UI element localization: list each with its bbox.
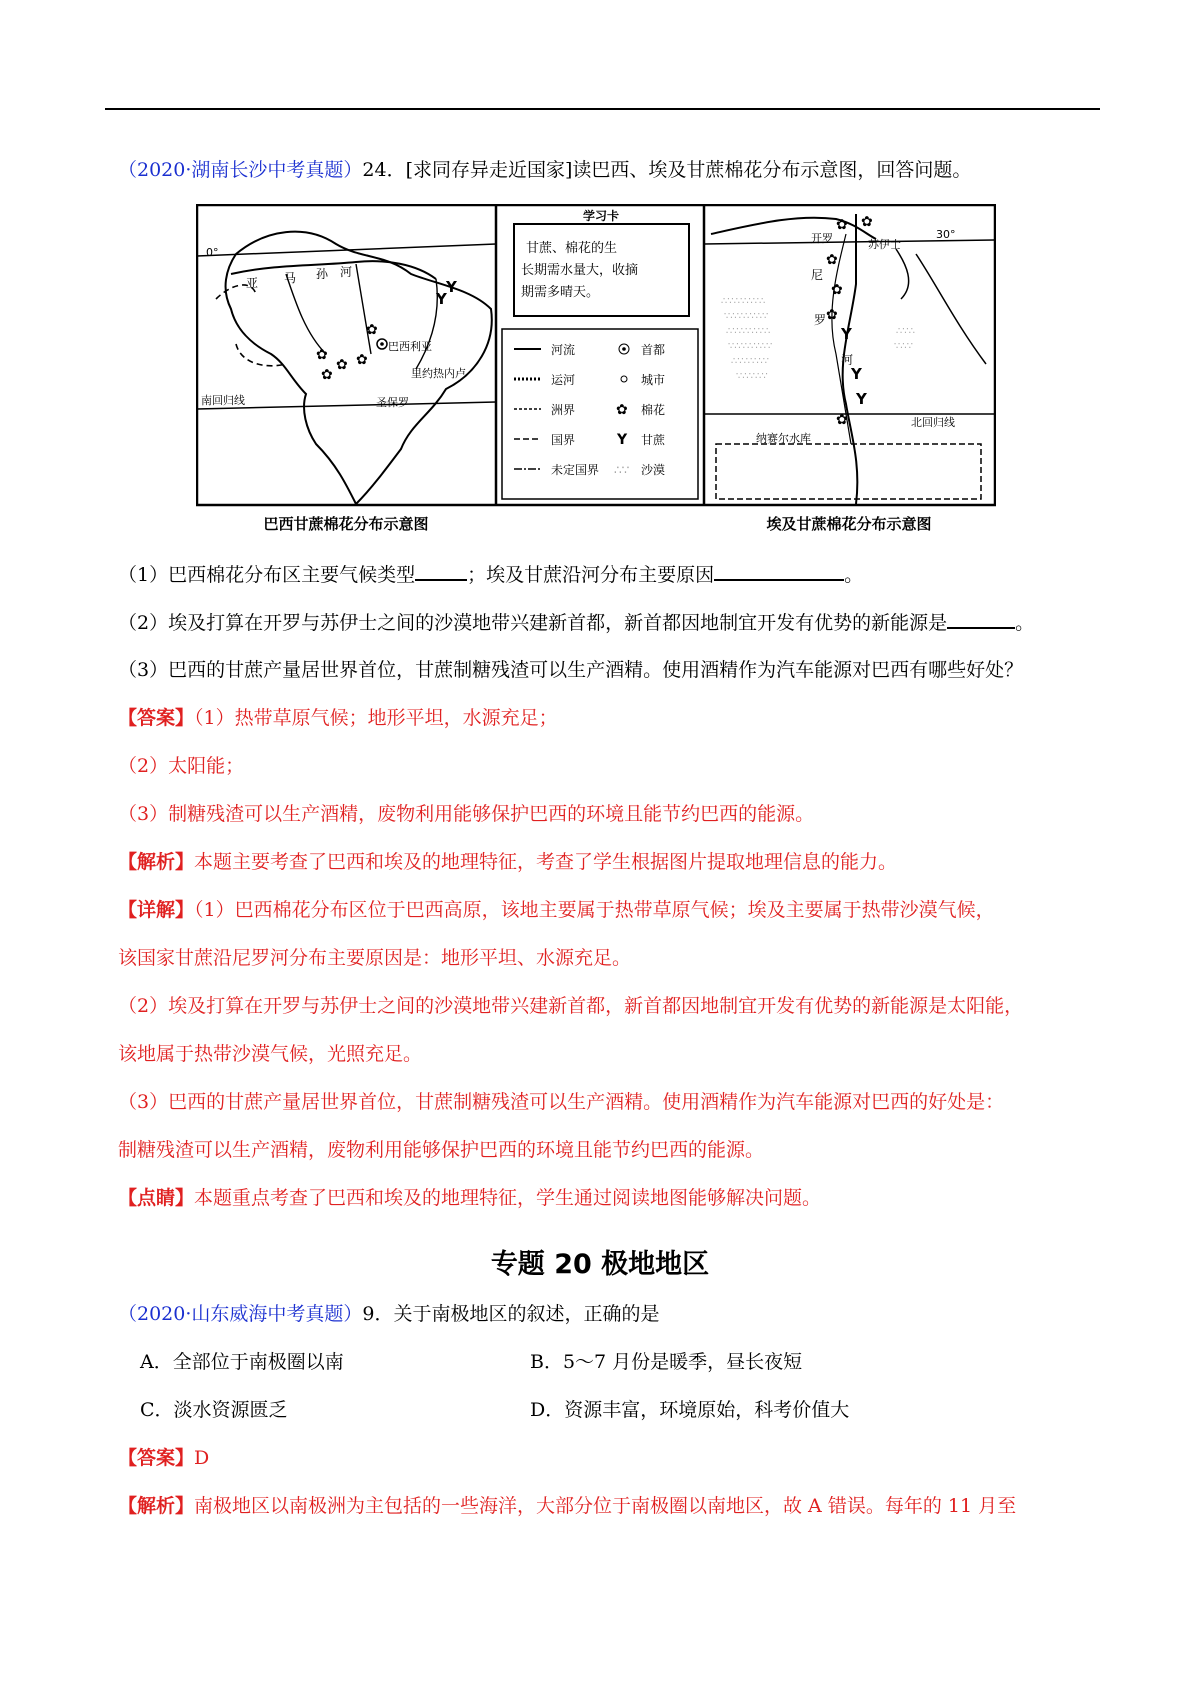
cairo-label: 开罗 [811, 232, 833, 245]
q24-answer-line1 [118, 705, 558, 731]
q24-detail-text-1: （1）巴西棉花分布区位于巴西高原，该地主要属于热带草原气候；埃及主要属于热带沙漠气候， [194, 899, 995, 921]
legend-city: 城市 [641, 373, 666, 387]
egypt-tropic-label: 北回归线 [911, 416, 955, 429]
q9-option-d[interactable]: D．资源丰富，环境原始，科考价值大 [530, 1399, 850, 1421]
q24-answer-1: （1）热带草原气候；地形平坦，水源充足； [194, 707, 558, 729]
section-title: 专题 20 极地地区 [490, 1249, 710, 1280]
q9-answer [118, 1445, 209, 1471]
study-card-title: 学习卡 [582, 209, 620, 223]
q9-analysis-tag: 【解析】 [118, 1495, 195, 1517]
legend-sugarcane: 甘蔗 [641, 433, 666, 447]
q24-part2-text-b: 。 [1015, 612, 1035, 634]
svg-text:Y: Y [436, 290, 447, 308]
map-figure [196, 204, 996, 536]
q24-comment-tag: 【点睛】 [118, 1187, 195, 1209]
q24-detail-line5: （3）巴西的甘蔗产量居世界首位，甘蔗制糖残渣可以生产酒精。使用酒精作为汽车能源对巴西的好处是： [118, 1091, 1005, 1113]
egypt-lat30-label: 30° [936, 228, 956, 241]
aswan-label: 纳赛尔水库 [756, 432, 811, 445]
q24-part1-text-a: （1）巴西棉花分布区主要气候类型 [118, 564, 416, 586]
svg-text:Y: Y [851, 365, 862, 383]
svg-text:∵∴∵∴∵: ∵∴∵∴∵ [736, 371, 768, 382]
svg-text:✿: ✿ [366, 322, 378, 338]
svg-text:✿: ✿ [836, 217, 848, 233]
svg-text:Y: Y [446, 278, 457, 296]
q9-stem: 9．关于南极地区的叙述，正确的是 [362, 1303, 660, 1325]
q24-source: （2020·湖南长沙中考真题） [118, 159, 363, 181]
legend-cotton-icon: ✿ [616, 402, 628, 418]
q9-answer-value: D [194, 1447, 210, 1469]
legend-desert: 沙漠 [641, 463, 666, 477]
svg-text:∴∵∴∵∴∵∴: ∴∵∴∵∴∵∴ [726, 326, 771, 337]
legend-cotton: 棉花 [641, 403, 666, 417]
svg-text:∴∵∴∵∴∵∴: ∴∵∴∵∴∵∴ [721, 296, 766, 307]
q9-option-b[interactable]: B．5～7 月份是暖季，昼长夜短 [530, 1351, 803, 1373]
q24-part2-text-a: （2）埃及打算在开罗与苏伊士之间的沙漠地带兴建新首都，新首都因地制宜开发有优势的新能源是 [118, 612, 948, 634]
brazil-tropic-label: 南回归线 [201, 394, 245, 407]
legend-desert-icon: ∴∵ [614, 463, 630, 477]
header-rule [105, 108, 1100, 110]
q24-part1-blank-1[interactable] [415, 561, 467, 581]
q24-comment [118, 1185, 821, 1211]
svg-text:∵∴∵∴∵∴∵: ∵∴∵∴∵∴∵ [724, 311, 769, 322]
svg-text:✿: ✿ [836, 412, 848, 428]
amazon-label-1: 亚 [246, 276, 259, 290]
legend-state-border: 洲界 [551, 403, 576, 417]
svg-text:∴∵∴∵∴∵: ∴∵∴∵∴∵ [731, 356, 770, 367]
amazon-label-2: 马 [284, 271, 297, 285]
svg-text:Y: Y [841, 325, 852, 343]
q24-detail-line4: 该地属于热带沙漠气候，光照充足。 [118, 1043, 423, 1065]
q24-detail-line6: 制糖残渣可以生产酒精，废物利用能够保护巴西的环境且能节约巴西的能源。 [118, 1139, 765, 1161]
q24-part1-text-b: ；埃及甘蔗沿河分布主要原因 [467, 564, 715, 586]
q24-answer-3: （3）制糖残渣可以生产酒精，废物利用能够保护巴西的环境且能节约巴西的能源。 [118, 803, 815, 825]
q9-analysis [118, 1493, 1016, 1519]
svg-text:✿: ✿ [826, 307, 838, 323]
brasilia-label: 巴西利亚 [388, 340, 432, 353]
nile-label-1: 尼 [811, 268, 824, 282]
study-card-line-1: 甘蔗、棉花的生 [526, 241, 618, 256]
brazil-caption: 巴西甘蔗棉花分布示意图 [263, 515, 429, 533]
legend-capital: 首都 [641, 343, 666, 357]
svg-text:✿: ✿ [831, 282, 843, 298]
svg-text:∴∵∴: ∴∵∴ [896, 326, 916, 337]
q24-analysis-text: 本题主要考查了巴西和埃及的地理特征，考查了学生根据图片提取地理信息的能力。 [194, 851, 898, 873]
study-card-line-2: 长期需水量大，收摘 [521, 263, 639, 278]
q24-detail-line1 [118, 897, 995, 923]
q9-answer-tag: 【答案】 [118, 1447, 195, 1469]
q24-part3: （3）巴西的甘蔗产量居世界首位，甘蔗制糖残渣可以生产酒精。使用酒精作为汽车能源对巴西有哪些好处？ [118, 659, 1024, 681]
q24-part1 [118, 561, 863, 588]
legend-river: 河流 [551, 343, 576, 357]
brazil-lat0-label: 0° [206, 246, 219, 259]
svg-text:∵∴∵: ∵∴∵ [894, 341, 914, 352]
q24-detail-line3: （2）埃及打算在开罗与苏伊士之间的沙漠地带兴建新首都，新首都因地制宜开发有优势的新能源是太阳能， [118, 995, 1024, 1017]
q24-stem-line [118, 157, 971, 183]
q9-stem-line [118, 1301, 660, 1327]
svg-text:✿: ✿ [356, 352, 368, 368]
q24-answer-2: （2）太阳能； [118, 755, 245, 777]
legend-sugarcane-icon: Y [617, 432, 628, 448]
q9-analysis-text: 南极地区以南极洲为主包括的一些海洋，大部分位于南极圈以南地区，故 A 错误。每年的 11 月至 [194, 1495, 1017, 1517]
legend-canal: 运河 [551, 373, 576, 387]
amazon-label-4: 河 [340, 265, 353, 279]
q24-answer-tag: 【答案】 [118, 707, 195, 729]
svg-text:✿: ✿ [321, 367, 333, 383]
q24-detail-tag: 【详解】 [118, 899, 195, 921]
nile-label-2: 罗 [814, 313, 827, 327]
svg-text:✿: ✿ [861, 214, 873, 230]
q24-analysis [118, 849, 897, 875]
q9-source: （2020·山东威海中考真题） [118, 1303, 363, 1325]
legend-national-border: 国界 [551, 433, 576, 447]
q24-part1-blank-2[interactable] [714, 561, 844, 581]
rio-label: 里约热内卢 [411, 367, 466, 380]
q24-analysis-tag: 【解析】 [118, 851, 195, 873]
sao-paulo-label: 圣保罗 [376, 396, 409, 409]
study-card-line-3: 期需多晴天。 [521, 285, 600, 300]
svg-text:∵∴∵∴∵∴∵: ∵∴∵∴∵∴∵ [728, 341, 773, 352]
q24-detail-line2: 该国家甘蔗沿尼罗河分布主要原因是：地形平坦、水源充足。 [118, 947, 632, 969]
svg-text:✿: ✿ [826, 252, 838, 268]
q24-part1-text-c: 。 [844, 564, 864, 586]
q9-option-c[interactable]: C．淡水资源匮乏 [140, 1399, 288, 1421]
amazon-label-3: 孙 [316, 267, 329, 281]
svg-text:✿: ✿ [316, 347, 328, 363]
suez-label: 苏伊士 [868, 238, 901, 251]
legend-undetermined-border: 未定国界 [551, 463, 600, 477]
svg-text:Y: Y [856, 390, 867, 408]
q24-part2-blank[interactable] [947, 609, 1015, 629]
nile-label-3: 河 [841, 353, 854, 367]
q9-option-a[interactable]: A．全部位于南极圈以南 [140, 1351, 344, 1373]
q24-stem: 24．[求同存异走近国家]读巴西、埃及甘蔗棉花分布示意图，回答问题。 [362, 159, 972, 181]
q24-comment-text: 本题重点考查了巴西和埃及的地理特征，学生通过阅读地图能够解决问题。 [194, 1187, 822, 1209]
egypt-caption: 埃及甘蔗棉花分布示意图 [766, 515, 932, 533]
svg-text:✿: ✿ [336, 357, 348, 373]
study-card [514, 208, 689, 316]
q24-part2 [118, 609, 1034, 636]
